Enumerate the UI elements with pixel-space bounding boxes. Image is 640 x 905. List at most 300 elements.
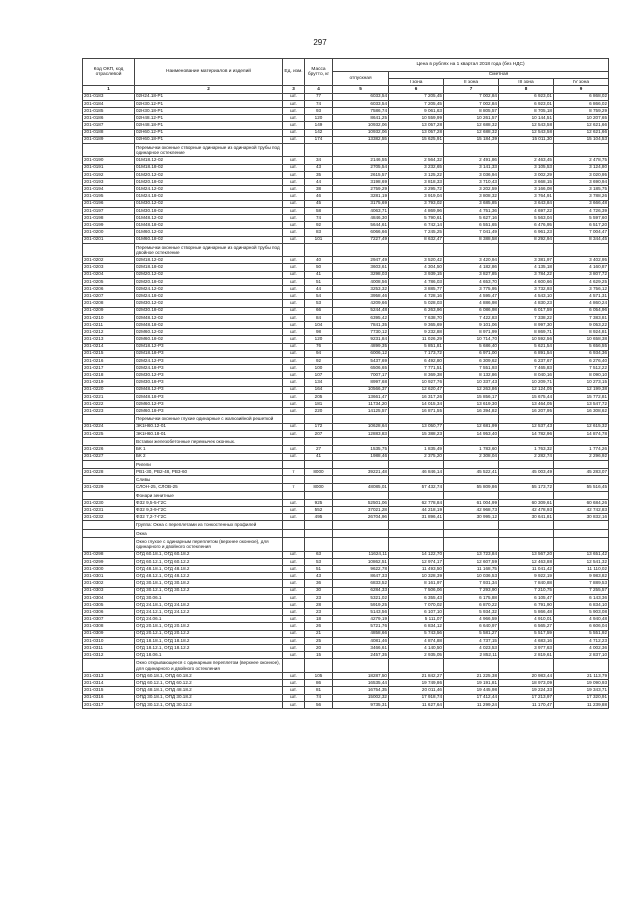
table-cell: 6 565,27 bbox=[499, 623, 554, 630]
table-cell: ОПД 48.18.1, ОПД 48.18.2 bbox=[135, 687, 283, 694]
table-cell: 12 621,66 bbox=[554, 129, 609, 136]
table-cell: 14125,57 bbox=[333, 408, 389, 415]
table-cell: 11 168,75 bbox=[444, 565, 499, 572]
table-cell: шт. bbox=[283, 453, 305, 460]
table-cell: шт. bbox=[283, 343, 305, 350]
table-cell: 4 712,23 bbox=[554, 637, 609, 644]
table-cell: 8641,25 bbox=[333, 115, 389, 122]
table-cell: шт. bbox=[283, 93, 305, 100]
table-cell: шт. bbox=[283, 171, 305, 178]
table-cell: 205 bbox=[305, 393, 333, 400]
table-cell: шт. bbox=[283, 222, 305, 229]
table-cell: т bbox=[283, 468, 305, 475]
table-cell: ФЗ2 9,3-9-Г2С bbox=[135, 507, 283, 514]
table-cell: шт. bbox=[283, 423, 305, 430]
table-cell: 7 205,45 bbox=[389, 93, 444, 100]
table-cell: 44 218,19 bbox=[389, 507, 444, 514]
table-cell: ОГД 18.12.1, ОГД 18.12.2 bbox=[135, 645, 283, 652]
table-row bbox=[83, 207, 609, 214]
table-cell: шт. bbox=[283, 580, 305, 587]
table-cell: 6 961,23 bbox=[499, 229, 554, 236]
table-cell: 6033,54 bbox=[333, 93, 389, 100]
table-cell: 01М20.12-02 bbox=[135, 171, 283, 178]
table-cell: 201-0229 bbox=[83, 484, 135, 491]
table-cell: 11 110,02 bbox=[554, 565, 609, 572]
table-cell: ОГД 30.06.1 bbox=[135, 594, 283, 601]
table-cell: 201-0215 bbox=[83, 350, 135, 357]
section-heading-row bbox=[83, 659, 609, 673]
section-heading: Окно глухое с одинарным переплетом (верхнее оконное), для одинарного и двойного остекления bbox=[135, 538, 283, 552]
table-cell: 14 953,40 bbox=[444, 430, 499, 437]
table-cell: 5 563,04 bbox=[499, 214, 554, 221]
table-cell: 201-0213 bbox=[83, 336, 135, 343]
table-cell: шт. bbox=[283, 630, 305, 637]
table-cell: 201-0189 bbox=[83, 136, 135, 143]
table-cell: шт. bbox=[283, 115, 305, 122]
table-cell: шт. bbox=[283, 645, 305, 652]
table-cell: 6 834,12 bbox=[389, 623, 444, 630]
table-cell: шт. bbox=[283, 601, 305, 608]
table-cell: 15 856,17 bbox=[444, 393, 499, 400]
table-cell: 02М30.12-Р3 bbox=[135, 372, 283, 379]
table-cell: 201-0301 bbox=[83, 573, 135, 580]
table-cell: 4 595,47 bbox=[444, 293, 499, 300]
table-cell: 3 202,59 bbox=[444, 186, 499, 193]
table-row bbox=[83, 637, 609, 644]
table-row bbox=[83, 357, 609, 364]
table-row bbox=[83, 594, 609, 601]
table-cell: шт. bbox=[283, 701, 305, 708]
table-cell: 3 827,85 bbox=[444, 271, 499, 278]
table-cell: 58 bbox=[305, 207, 333, 214]
table-cell: 4 751,36 bbox=[444, 207, 499, 214]
table-cell: шт. bbox=[283, 157, 305, 164]
table-cell: 02М24.12-02 bbox=[135, 286, 283, 293]
table-row bbox=[83, 623, 609, 630]
table-cell: 7 173,72 bbox=[389, 350, 444, 357]
table-row bbox=[83, 129, 609, 136]
table-cell: 201-0184 bbox=[83, 100, 135, 107]
table-cell: шт. bbox=[283, 594, 305, 601]
section-heading-row bbox=[83, 521, 609, 529]
section-heading: Сливы bbox=[135, 476, 283, 484]
table-cell: 2457,35 bbox=[333, 652, 389, 659]
table-cell: 3 381,97 bbox=[499, 257, 554, 264]
table-cell: 02Н48.18-Р1 bbox=[135, 122, 283, 129]
table-cell: 12 543,58 bbox=[499, 122, 554, 129]
table-cell: 3 710,43 bbox=[444, 179, 499, 186]
table-cell: 10 273,15 bbox=[554, 379, 609, 386]
table-cell: 7 840,88 bbox=[499, 580, 554, 587]
table-cell: 10 207,65 bbox=[554, 115, 609, 122]
table-cell: 17 918,74 bbox=[389, 694, 444, 701]
table-cell: 4 135,18 bbox=[499, 264, 554, 271]
table-cell: шт. bbox=[283, 264, 305, 271]
table-cell: 552 bbox=[305, 507, 333, 514]
table-cell: 3 185,75 bbox=[554, 186, 609, 193]
table-cell: 3 232,65 bbox=[389, 164, 444, 171]
table-cell: 36 bbox=[305, 580, 333, 587]
table-cell: 15 104,53 bbox=[554, 136, 609, 143]
table-cell: шт. bbox=[283, 408, 305, 415]
table-cell: 92 bbox=[305, 357, 333, 364]
table-cell: 21 bbox=[305, 630, 333, 637]
table-cell: 62 778,84 bbox=[389, 499, 444, 506]
table-cell: ОГД 18.18.1, ОГД 18.18.2 bbox=[135, 637, 283, 644]
table-cell: 13 057,28 bbox=[389, 122, 444, 129]
table-cell: 98 bbox=[305, 329, 333, 336]
table-cell: 30 641,81 bbox=[499, 514, 554, 521]
table-cell: 2 308,04 bbox=[444, 453, 499, 460]
table-cell: 3 793,02 bbox=[389, 200, 444, 207]
table-cell: 5321,02 bbox=[333, 594, 389, 601]
table-cell: 201-0196 bbox=[83, 200, 135, 207]
page-number: 297 bbox=[313, 38, 327, 47]
table-cell: шт. bbox=[283, 357, 305, 364]
table-cell: 6 551,65 bbox=[444, 222, 499, 229]
table-cell: 14 874,78 bbox=[554, 430, 609, 437]
table-cell: ОГД 60.12.1, ОГД 60.12.2 bbox=[135, 558, 283, 565]
table-cell: 6 263,96 bbox=[389, 307, 444, 314]
table-cell: шт. bbox=[283, 136, 305, 143]
table-cell: 2759,29 bbox=[333, 186, 389, 193]
table-cell: 02М24.12-Р3 bbox=[135, 357, 283, 364]
table-row bbox=[83, 484, 609, 491]
table-cell: шт. bbox=[283, 401, 305, 408]
table-cell: 6 492,80 bbox=[389, 357, 444, 364]
table-cell: 02М60.18-Р3 bbox=[135, 408, 283, 415]
section-heading: Группа: Окна с переплетами из тонкостенных профилей bbox=[135, 521, 283, 529]
table-cell: 23 bbox=[305, 609, 333, 616]
table-body bbox=[83, 93, 609, 708]
table-cell: шт. bbox=[283, 430, 305, 437]
table-row bbox=[83, 423, 609, 430]
table-cell: 3 807,72 bbox=[554, 271, 609, 278]
table-cell: 01М60.18-02 bbox=[135, 236, 283, 243]
table-cell: шт. bbox=[283, 179, 305, 186]
column-index-cell: 2 bbox=[135, 86, 283, 93]
table-cell: шт. bbox=[283, 129, 305, 136]
table-cell: 02М24.18-Р3 bbox=[135, 365, 283, 372]
table-cell: 02М60.18-02 bbox=[135, 336, 283, 343]
table-cell: ОГД 18.06.1 bbox=[135, 652, 283, 659]
table-cell: 01М18.12-02 bbox=[135, 157, 283, 164]
table-cell: 74 bbox=[305, 214, 333, 221]
table-cell: 3298,03 bbox=[333, 271, 389, 278]
table-cell: 7227,49 bbox=[333, 236, 389, 243]
table-cell: шт. bbox=[283, 393, 305, 400]
table-cell: 11 239,88 bbox=[554, 701, 609, 708]
table-cell: 55 809,86 bbox=[444, 484, 499, 491]
table-cell: 3 520,42 bbox=[389, 257, 444, 264]
table-cell: 201-0183 bbox=[83, 93, 135, 100]
header-zone-1: I зона bbox=[389, 79, 444, 86]
table-cell: ФЗ2 9,5-5-Г2С bbox=[135, 499, 283, 506]
table-row bbox=[83, 214, 609, 221]
table-cell: 3 668,15 bbox=[499, 179, 554, 186]
table-cell: ОПД 60.18.1, ОПД 60.18.2 bbox=[135, 672, 283, 679]
table-row bbox=[83, 609, 609, 616]
header-zone-4: IV зона bbox=[554, 79, 609, 86]
table-row bbox=[83, 93, 609, 100]
table-cell: 201-0232 bbox=[83, 514, 135, 521]
table-cell: 45 522,41 bbox=[444, 468, 499, 475]
table-cell: 201-0316 bbox=[83, 694, 135, 701]
table-cell: 44 bbox=[305, 179, 333, 186]
table-cell: 21 225,38 bbox=[444, 672, 499, 679]
table-cell: шт. bbox=[283, 507, 305, 514]
table-cell: 120 bbox=[305, 336, 333, 343]
section-heading: Фонари зенитные bbox=[135, 491, 283, 499]
table-cell: 201-0317 bbox=[83, 701, 135, 708]
table-row bbox=[83, 565, 609, 572]
table-cell: 12 615,32 bbox=[554, 423, 609, 430]
table-cell: 201-0185 bbox=[83, 107, 135, 114]
table-cell: 02М48.18-Р3 bbox=[135, 393, 283, 400]
table-cell: шт. bbox=[283, 286, 305, 293]
table-cell: 4 571,31 bbox=[554, 293, 609, 300]
table-cell: 201-0314 bbox=[83, 680, 135, 687]
header-unit: Ед. изм. bbox=[283, 59, 305, 86]
table-row bbox=[83, 115, 609, 122]
table-cell: 39221,48 bbox=[333, 468, 389, 475]
table-cell: 21 113,79 bbox=[554, 672, 609, 679]
table-row bbox=[83, 107, 609, 114]
table-cell: 101 bbox=[305, 236, 333, 243]
table-row bbox=[83, 307, 609, 314]
table-cell: шт. bbox=[283, 307, 305, 314]
table-cell: 2 852,11 bbox=[444, 652, 499, 659]
column-index-cell: 8 bbox=[499, 86, 554, 93]
table-cell: 8 292,94 bbox=[499, 236, 554, 243]
table-cell: 3 690,94 bbox=[554, 179, 609, 186]
table-cell: 142 bbox=[305, 129, 333, 136]
section-heading: Окно открывающееся с одинарным переплетом (верхнее оконное), для одинарного и двойного остекления bbox=[135, 659, 283, 673]
table-cell: 12 974,17 bbox=[389, 558, 444, 565]
table-cell: 201-0219 bbox=[83, 379, 135, 386]
table-cell: 2 935,05 bbox=[389, 652, 444, 659]
table-cell: 201-0231 bbox=[83, 507, 135, 514]
table-cell: 201-0302 bbox=[83, 580, 135, 587]
table-cell: 01М30.18-02 bbox=[135, 207, 283, 214]
table-cell: шт. bbox=[283, 551, 305, 558]
table-cell: 3 002,29 bbox=[499, 171, 554, 178]
table-cell: 45 283,07 bbox=[554, 468, 609, 475]
table-cell: 6 517,20 bbox=[554, 222, 609, 229]
table-cell: 6 237,67 bbox=[499, 357, 554, 364]
table-cell: 13 567,20 bbox=[499, 551, 554, 558]
table-cell: 201-0230 bbox=[83, 499, 135, 506]
table-cell: 5721,76 bbox=[333, 623, 389, 630]
table-cell: шт. bbox=[283, 100, 305, 107]
table-cell: 01М24.12-02 bbox=[135, 186, 283, 193]
table-cell: 12 620,47 bbox=[389, 386, 444, 393]
table-cell: 2146,55 bbox=[333, 157, 389, 164]
table-cell: 66 bbox=[305, 307, 333, 314]
table-row bbox=[83, 616, 609, 623]
section-heading-row bbox=[83, 143, 609, 157]
table-cell: 11 041,42 bbox=[499, 565, 554, 572]
table-cell: 27 bbox=[305, 446, 333, 453]
table-cell: 9231,84 bbox=[333, 336, 389, 343]
table-cell: 8000 bbox=[305, 468, 333, 475]
table-cell: 201-0186 bbox=[83, 115, 135, 122]
table-cell: 6 870,22 bbox=[444, 601, 499, 608]
table-cell: 3 295,72 bbox=[389, 186, 444, 193]
section-heading: Окна bbox=[135, 529, 283, 537]
table-cell: 3 402,95 bbox=[554, 257, 609, 264]
table-cell: 6506,65 bbox=[333, 365, 389, 372]
table-cell: 10 337,43 bbox=[444, 379, 499, 386]
table-cell: 26 bbox=[305, 623, 333, 630]
table-cell: 30 832,16 bbox=[554, 514, 609, 521]
table-cell: ОПД 30.18.1, ОПД 30.18.2 bbox=[135, 694, 283, 701]
table-cell: 15 184,39 bbox=[444, 136, 499, 143]
table-cell: шт. bbox=[283, 446, 305, 453]
table-cell: 02М18.12-Р3 bbox=[135, 343, 283, 350]
table-row bbox=[83, 430, 609, 437]
table-cell: 48085,01 bbox=[333, 484, 389, 491]
table-cell: 6 175,88 bbox=[444, 594, 499, 601]
table-cell: 201-0298 bbox=[83, 551, 135, 558]
section-heading-row bbox=[83, 460, 609, 468]
table-cell: 201-0311 bbox=[83, 645, 135, 652]
table-cell: ОГД 20.18.1, ОГД 20.18.2 bbox=[135, 623, 283, 630]
table-cell: 7 210,75 bbox=[499, 587, 554, 594]
table-cell: 3 732,93 bbox=[499, 286, 554, 293]
table-cell: 6 606,04 bbox=[554, 623, 609, 630]
table-cell: ФЗ2 7,2-7-Г2С bbox=[135, 514, 283, 521]
table-cell: 6 971,00 bbox=[444, 350, 499, 357]
table-cell: 76 bbox=[305, 343, 333, 350]
table-cell: 201-0220 bbox=[83, 386, 135, 393]
table-cell: 9 922,19 bbox=[499, 573, 554, 580]
table-cell: 43 bbox=[305, 164, 333, 171]
table-cell: 8997,68 bbox=[333, 379, 389, 386]
table-cell: ОГД 48.18.1, ОГД 48.18.2 bbox=[135, 565, 283, 572]
table-cell: 54 bbox=[305, 293, 333, 300]
table-cell: ОГД 20.12.1, ОГД 20.12.2 bbox=[135, 630, 283, 637]
table-cell: ОГД 30.18.1, ОГД 30.18.2 bbox=[135, 580, 283, 587]
table-cell: 7841,35 bbox=[333, 321, 389, 328]
table-cell: шт. bbox=[283, 193, 305, 200]
table-cell: 6 923,01 bbox=[499, 93, 554, 100]
table-cell: 13 050,77 bbox=[389, 423, 444, 430]
table-cell: 8 040,16 bbox=[499, 372, 554, 379]
table-cell: 7 889,53 bbox=[554, 580, 609, 587]
table-cell: 16 207,95 bbox=[499, 408, 554, 415]
table-cell: 83 bbox=[305, 229, 333, 236]
table-cell: 19 191,81 bbox=[444, 680, 499, 687]
table-cell: 7 041,49 bbox=[444, 229, 499, 236]
table-cell: 7 070,02 bbox=[389, 601, 444, 608]
table-cell: 19 090,93 bbox=[554, 680, 609, 687]
table-cell: 92 bbox=[305, 222, 333, 229]
table-cell: 51 bbox=[305, 565, 333, 572]
table-cell: 6284,33 bbox=[333, 587, 389, 594]
table-cell: 10 714,70 bbox=[444, 336, 499, 343]
table-cell: 201-0217 bbox=[83, 365, 135, 372]
table-cell: 3 818,33 bbox=[389, 179, 444, 186]
table-cell: 3 775,95 bbox=[444, 286, 499, 293]
table-cell: 57 432,74 bbox=[389, 484, 444, 491]
header-price-group: Цена в рублях на 1 квартал 2018 года (без НДС) bbox=[333, 59, 609, 72]
table-cell: 201-0224 bbox=[83, 423, 135, 430]
table-cell: 201-0208 bbox=[83, 300, 135, 307]
table-cell: 149 bbox=[305, 122, 333, 129]
table-cell: 9735,31 bbox=[333, 701, 389, 708]
table-cell: ОПД 30.12.1, ОПД 30.12.2 bbox=[135, 701, 283, 708]
table-cell: 201-0299 bbox=[83, 558, 135, 565]
table-cell: 201-0198 bbox=[83, 214, 135, 221]
table-cell: 201-0197 bbox=[83, 207, 135, 214]
table-cell: 12 543,58 bbox=[499, 129, 554, 136]
table-cell: 3958,46 bbox=[333, 293, 389, 300]
table-cell: 201-0306 bbox=[83, 609, 135, 616]
table-cell: 15 625,91 bbox=[389, 136, 444, 143]
table-row bbox=[83, 630, 609, 637]
table-cell: 4 869,96 bbox=[389, 207, 444, 214]
table-cell: 6006,12 bbox=[333, 350, 389, 357]
table-cell: 201-0211 bbox=[83, 321, 135, 328]
table-cell: 201-0203 bbox=[83, 264, 135, 271]
table-cell: 207 bbox=[305, 430, 333, 437]
table-cell: 6 276,40 bbox=[554, 357, 609, 364]
table-cell: 02М30.18-Р3 bbox=[135, 379, 283, 386]
table-row bbox=[83, 100, 609, 107]
table-cell: 201-0216 bbox=[83, 357, 135, 364]
table-cell: 4899,35 bbox=[333, 343, 389, 350]
table-cell: 201-0195 bbox=[83, 193, 135, 200]
table-cell: 201-0204 bbox=[83, 271, 135, 278]
table-cell: 5 903,08 bbox=[554, 609, 609, 616]
column-index-cell: 1 bbox=[83, 86, 135, 93]
table-cell: 201-0187 bbox=[83, 122, 135, 129]
table-cell: 2 819,61 bbox=[499, 652, 554, 659]
table-cell: 43 bbox=[305, 573, 333, 580]
table-cell: 2705,54 bbox=[333, 164, 389, 171]
table-cell: 52501,06 bbox=[333, 499, 389, 506]
table-cell: 3 141,33 bbox=[444, 164, 499, 171]
table-cell: 12 463,88 bbox=[499, 558, 554, 565]
table-cell: 9 232,88 bbox=[389, 329, 444, 336]
table-cell: 4209,66 bbox=[333, 300, 389, 307]
table-cell: 02М48.12-02 bbox=[135, 314, 283, 321]
table-cell: 6033,54 bbox=[333, 100, 389, 107]
table-cell: 17 213,97 bbox=[499, 694, 554, 701]
table-cell: 3175,69 bbox=[333, 200, 389, 207]
table-cell: 12 124,05 bbox=[499, 386, 554, 393]
table-cell: 3 784,22 bbox=[499, 271, 554, 278]
header-name: Наименование материалов и изделий bbox=[135, 59, 283, 86]
table-cell: 201-0206 bbox=[83, 286, 135, 293]
table-cell: 15002,32 bbox=[333, 694, 389, 701]
table-cell: 201-0210 bbox=[83, 314, 135, 321]
table-cell: 10932,06 bbox=[333, 129, 389, 136]
table-cell: 4081,46 bbox=[333, 637, 389, 644]
table-cell: 63 bbox=[305, 551, 333, 558]
table-cell: 1988,46 bbox=[333, 453, 389, 460]
table-cell: 8647,33 bbox=[333, 573, 389, 580]
table-cell: 201-0191 bbox=[83, 164, 135, 171]
table-cell: 19 749,86 bbox=[389, 680, 444, 687]
table-cell: 11 627,64 bbox=[389, 701, 444, 708]
table-row bbox=[83, 314, 609, 321]
table-cell: 4008,56 bbox=[333, 278, 389, 285]
table-cell: 55 516,45 bbox=[554, 484, 609, 491]
table-cell: 2615,57 bbox=[333, 171, 389, 178]
table-cell: 12 607,59 bbox=[444, 558, 499, 565]
